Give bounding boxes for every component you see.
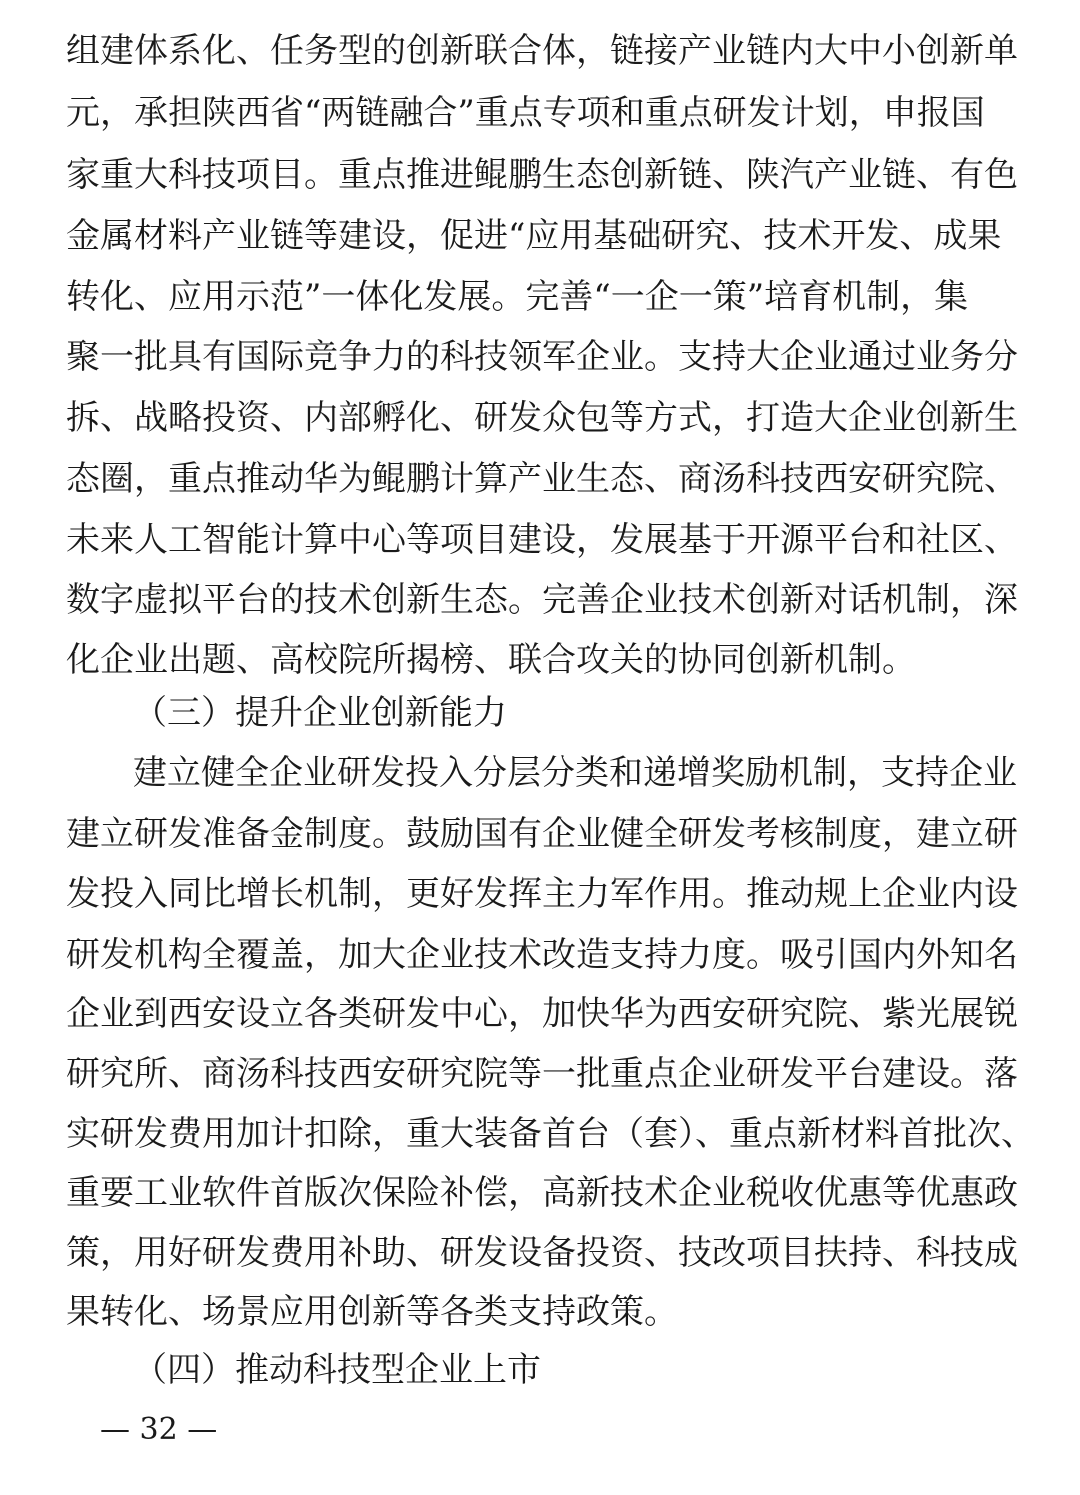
- paragraph-line: 金属材料产业链等建设，促进“应用基础研究、技术开发、成果: [66, 216, 1002, 256]
- paragraph-line: 转化、应用示范”一体化发展。完善“一企一策”培育机制，集: [66, 277, 969, 317]
- paragraph-line: 数字虚拟平台的技术创新生态。完善企业技术创新对话机制，深: [66, 580, 1018, 620]
- paragraph-line: 未来人工智能计算中心等项目建设，发展基于开源平台和社区、: [66, 520, 1018, 560]
- paragraph-line: 实研发费用加计扣除，重大装备首台（套）、重点新材料首批次、: [66, 1114, 1035, 1154]
- paragraph-line: 组建体系化、任务型的创新联合体，链接产业链内大中小创新单: [66, 31, 1018, 71]
- paragraph-line: 家重大科技项目。重点推进鲲鹏生态创新链、陕汽产业链、有色: [66, 155, 1018, 195]
- paragraph-line: 态圈，重点推动华为鲲鹏计算产业生态、商汤科技西安研究院、: [66, 459, 1018, 499]
- paragraph-line: 建立研发准备金制度。鼓励国有企业健全研发考核制度，建立研: [66, 814, 1018, 854]
- paragraph-line: 拆、战略投资、内部孵化、研发众包等方式，打造大企业创新生: [66, 398, 1018, 438]
- paragraph-line: 研究所、商汤科技西安研究院等一批重点企业研发平台建设。落: [66, 1054, 1018, 1094]
- section-heading: （三）提升企业创新能力: [133, 693, 507, 733]
- paragraph-line: 发投入同比增长机制，更好发挥主力军作用。推动规上企业内设: [66, 874, 1018, 914]
- paragraph-line: 研发机构全覆盖，加大企业技术改造支持力度。吸引国内外知名: [66, 935, 1018, 975]
- paragraph-line: 化企业出题、高校院所揭榜、联合攻关的协同创新机制。: [66, 640, 916, 680]
- paragraph-line: 聚一批具有国际竞争力的科技领军企业。支持大企业通过业务分: [66, 337, 1018, 377]
- paragraph-line: 企业到西安设立各类研发中心，加快华为西安研究院、紫光展锐: [66, 994, 1018, 1034]
- paragraph-line: 果转化、场景应用创新等各类支持政策。: [66, 1292, 678, 1332]
- section-heading: （四）推动科技型企业上市: [133, 1350, 541, 1390]
- paragraph-line: 建立健全企业研发投入分层分类和递增奖励机制，支持企业: [133, 753, 1017, 793]
- paragraph-line: 策，用好研发费用补助、研发设备投资、技改项目扶持、科技成: [66, 1233, 1018, 1273]
- page-number: — 32 —: [100, 1412, 218, 1447]
- paragraph-line: 元，承担陕西省“两链融合”重点专项和重点研发计划，申报国: [66, 93, 985, 133]
- paragraph-line: 重要工业软件首版次保险补偿，高新技术企业税收优惠等优惠政: [66, 1173, 1018, 1213]
